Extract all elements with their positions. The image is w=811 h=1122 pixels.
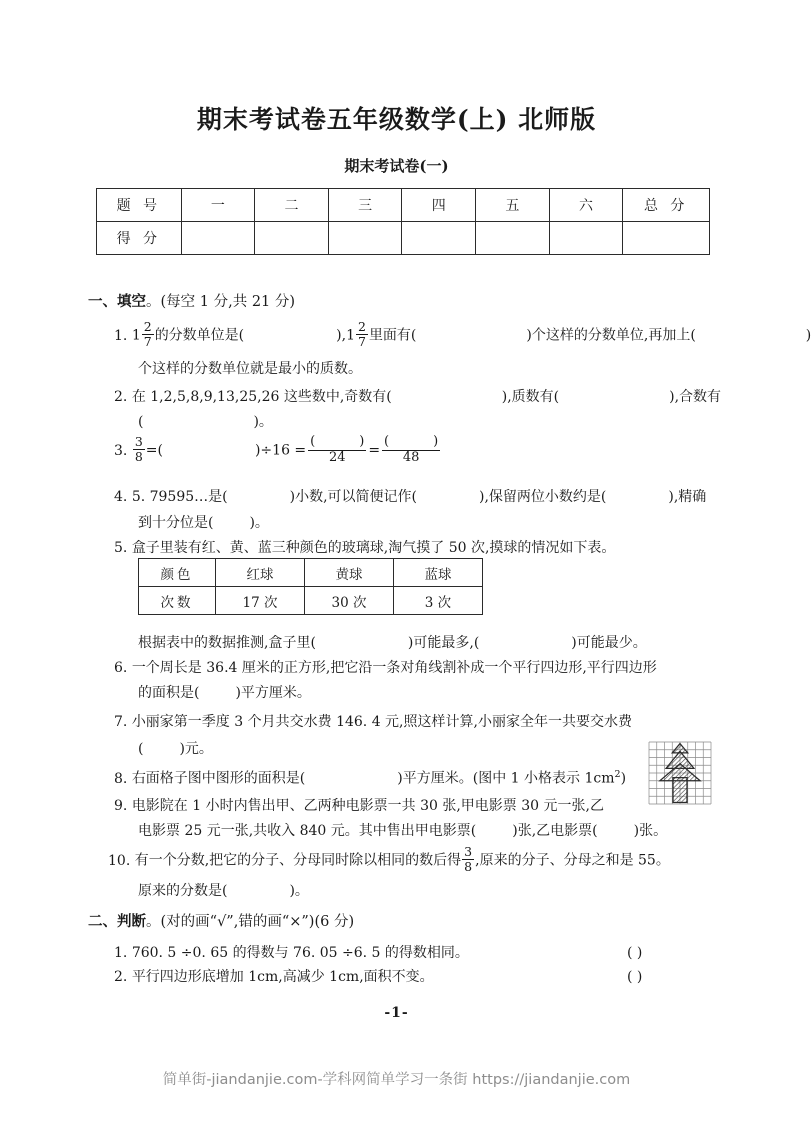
score-cell-6[interactable] bbox=[549, 222, 623, 255]
q6-line2-a: 的面积是( bbox=[138, 685, 200, 701]
question-3 bbox=[114, 435, 442, 466]
judgement-1-text: 760. 5 ÷0. 65 的得数与 76. 05 ÷6. 5 的得数相同。 bbox=[131, 945, 469, 961]
score-table-header-5: 五 bbox=[476, 189, 550, 222]
ball-count-table bbox=[138, 558, 483, 615]
q2-text-a: 在 1,2,5,8,9,13,25,26 这些数中,奇数有( bbox=[131, 389, 392, 405]
ball-count-red: 17 次 bbox=[216, 587, 305, 615]
page-title: 期末考试卷五年级数学(上) 北师版 bbox=[196, 105, 597, 134]
ball-count-blue: 3 次 bbox=[394, 587, 483, 615]
table-row bbox=[139, 559, 483, 587]
judgement-2-answer-paren[interactable]: ( ) bbox=[627, 969, 643, 985]
score-cell-2[interactable] bbox=[255, 222, 329, 255]
page-number: -1- bbox=[384, 1005, 409, 1021]
question-6-line-2 bbox=[138, 678, 311, 708]
q3-eq3: = bbox=[368, 442, 381, 459]
question-index: 6. bbox=[114, 660, 128, 676]
q5-text: 盒子里装有红、黄、蓝三种颜色的玻璃球,淘气摸了 50 次,摸球的情况如下表。 bbox=[131, 540, 616, 556]
q10-line2-a: 原来的分数是( bbox=[138, 883, 228, 899]
q8-text-b: )平方厘米。(图中 1 小格表示 1cm bbox=[397, 770, 615, 787]
q1-text-e: ) bbox=[805, 327, 811, 344]
section-scoring: 。(每空 1 分,共 21 分) bbox=[146, 294, 296, 310]
judgement-1-answer-paren[interactable]: ( ) bbox=[627, 945, 643, 961]
q1-text-b: ),1 bbox=[336, 327, 355, 344]
section-name: 填空 bbox=[117, 293, 146, 310]
score-cell-total[interactable] bbox=[623, 222, 710, 255]
q1-text-c: 里面有( bbox=[368, 327, 417, 344]
q3-fraction-blank-48[interactable]: $\frac{( )}{48}$ bbox=[384, 434, 439, 465]
q1-text-a: 的分数单位是( bbox=[154, 327, 245, 344]
score-table-header-4: 四 bbox=[402, 189, 476, 222]
table-row bbox=[139, 587, 483, 615]
q2-line2-a: ( bbox=[138, 414, 144, 430]
score-table bbox=[96, 188, 710, 255]
q3-eq1: =( bbox=[145, 442, 163, 459]
question-2-line-2 bbox=[138, 407, 273, 437]
q7-line2-a: ( bbox=[138, 741, 144, 757]
tree-shape-grid-figure bbox=[649, 742, 711, 804]
q10-line1-a: 有一个分数,把它的分子、分母同时除以相同的数后得 bbox=[134, 852, 462, 869]
ball-count-yellow: 30 次 bbox=[305, 587, 394, 615]
q6-line1: 一个周长是 36.4 厘米的正方形,把它沿一条对角线割补成一个平行四边形,平行四边形 bbox=[131, 660, 657, 676]
question-9-line-2 bbox=[138, 816, 667, 846]
q2-line2-b: )。 bbox=[253, 414, 273, 430]
question-index: 3. bbox=[114, 442, 128, 459]
ball-table-header-blue: 蓝球 bbox=[394, 559, 483, 587]
q10-line2-b: )。 bbox=[289, 883, 309, 899]
question-8 bbox=[114, 760, 626, 794]
q8-text-c: ) bbox=[620, 770, 627, 787]
q5-conclusion-c: )可能最少。 bbox=[571, 635, 647, 651]
score-table-header-2: 二 bbox=[255, 189, 329, 222]
q4-text-a: 5. 79595…是( bbox=[131, 489, 228, 505]
section-name: 判断 bbox=[117, 913, 146, 930]
question-index: 1. bbox=[114, 945, 128, 961]
q9-line2-b: )张,乙电影票( bbox=[512, 823, 598, 839]
question-1-line-1 bbox=[114, 320, 811, 351]
q1-whole-1: 1 bbox=[131, 327, 141, 344]
ball-table-header-red: 红球 bbox=[216, 559, 305, 587]
question-index: 5. bbox=[114, 540, 128, 556]
q9-line2-a: 电影票 25 元一张,共收入 840 元。其中售出甲电影票( bbox=[138, 823, 477, 839]
question-10-line-1 bbox=[108, 845, 670, 876]
question-index: 8. bbox=[114, 770, 128, 787]
q2-text-c: ),合数有 bbox=[669, 389, 722, 405]
q1-fraction-1: $\frac{2}{7}$ bbox=[143, 319, 152, 349]
question-10-line-2 bbox=[138, 876, 309, 906]
q2-text-b: ),质数有( bbox=[501, 389, 560, 405]
q10-line1-b: ,原来的分子、分母之和是 55。 bbox=[475, 852, 670, 869]
score-cell-1[interactable] bbox=[181, 222, 255, 255]
q3-eq2: )÷16 = bbox=[254, 442, 307, 459]
score-table-row-label: 得 分 bbox=[97, 222, 182, 255]
section-number: 一、 bbox=[88, 293, 117, 310]
q4-line2-b: )。 bbox=[249, 515, 269, 531]
score-table-header-6: 六 bbox=[549, 189, 623, 222]
q10-fraction-3-8: $\frac{3}{8}$ bbox=[464, 844, 473, 874]
q7-line2-b: )元。 bbox=[179, 741, 213, 757]
q4-text-b: )小数,可以简便记作( bbox=[289, 489, 417, 505]
question-7-line-1 bbox=[114, 707, 632, 737]
q6-line2-b: )平方厘米。 bbox=[235, 685, 311, 701]
q4-line2-a: 到十分位是( bbox=[138, 515, 214, 531]
score-table-header-3: 三 bbox=[328, 189, 402, 222]
score-table-header-1: 一 bbox=[181, 189, 255, 222]
ball-table-row-label-count: 次数 bbox=[139, 587, 216, 615]
score-cell-5[interactable] bbox=[476, 222, 550, 255]
score-table-header-total: 总 分 bbox=[623, 189, 710, 222]
score-table-row-label: 题 号 bbox=[97, 189, 182, 222]
judgement-item-2 bbox=[114, 962, 434, 992]
section-heading-fill-in-blanks bbox=[88, 290, 295, 311]
q3-fraction-3-8: $\frac{3}{8}$ bbox=[134, 434, 143, 464]
q5-conclusion-b: )可能最多,( bbox=[407, 635, 480, 651]
ball-table-header-yellow: 黄球 bbox=[305, 559, 394, 587]
question-index: 2. bbox=[114, 969, 128, 985]
question-index: 10. bbox=[108, 852, 131, 869]
q8-superscript: 2 bbox=[614, 769, 621, 780]
section-heading-judgement bbox=[88, 910, 354, 931]
score-cell-3[interactable] bbox=[328, 222, 402, 255]
question-index: 7. bbox=[114, 714, 128, 730]
table-row bbox=[97, 222, 710, 255]
question-index: 4. bbox=[114, 489, 128, 505]
q4-text-c: ),保留两位小数约是( bbox=[479, 489, 607, 505]
q9-line2-c: )张。 bbox=[633, 823, 668, 839]
question-index: 2. bbox=[114, 389, 128, 405]
question-index: 9. bbox=[114, 798, 128, 814]
q1-text-d: )个这样的分数单位,再加上( bbox=[526, 327, 696, 344]
question-1-line-2: 个这样的分数单位就是最小的质数。 bbox=[138, 361, 362, 377]
watermark-text: 简单街-jiandanjie.com-学科网简单学习一条街 https://jiandanjie.com bbox=[162, 1072, 631, 1088]
q9-line1: 电影院在 1 小时内售出甲、乙两种电影票一共 30 张,甲电影票 30 元一张,乙 bbox=[131, 798, 604, 814]
q1-fraction-2: $\frac{2}{7}$ bbox=[357, 319, 366, 349]
q7-line1: 小丽家第一季度 3 个月共交水费 146. 4 元,照这样计算,小丽家全年一共要交水费 bbox=[131, 714, 632, 730]
q3-fraction-blank-24[interactable]: $\frac{( )}{24}$ bbox=[310, 434, 365, 465]
question-index: 1. bbox=[114, 327, 128, 344]
score-cell-4[interactable] bbox=[402, 222, 476, 255]
q5-conclusion-a: 根据表中的数据推测,盒子里( bbox=[138, 635, 316, 651]
q8-text-a: 右面格子图中图形的面积是( bbox=[131, 770, 306, 787]
table-row bbox=[97, 189, 710, 222]
page-subtitle: 期末考试卷(一) bbox=[344, 157, 449, 175]
q4-text-d: ),精确 bbox=[668, 489, 707, 505]
section-number: 二、 bbox=[88, 913, 117, 930]
section-scoring: 。(对的画“√”,错的画“×”)(6 分) bbox=[146, 914, 355, 930]
ball-table-header-color: 颜色 bbox=[139, 559, 216, 587]
judgement-2-text: 平行四边形底增加 1cm,高减少 1cm,面积不变。 bbox=[131, 969, 434, 985]
